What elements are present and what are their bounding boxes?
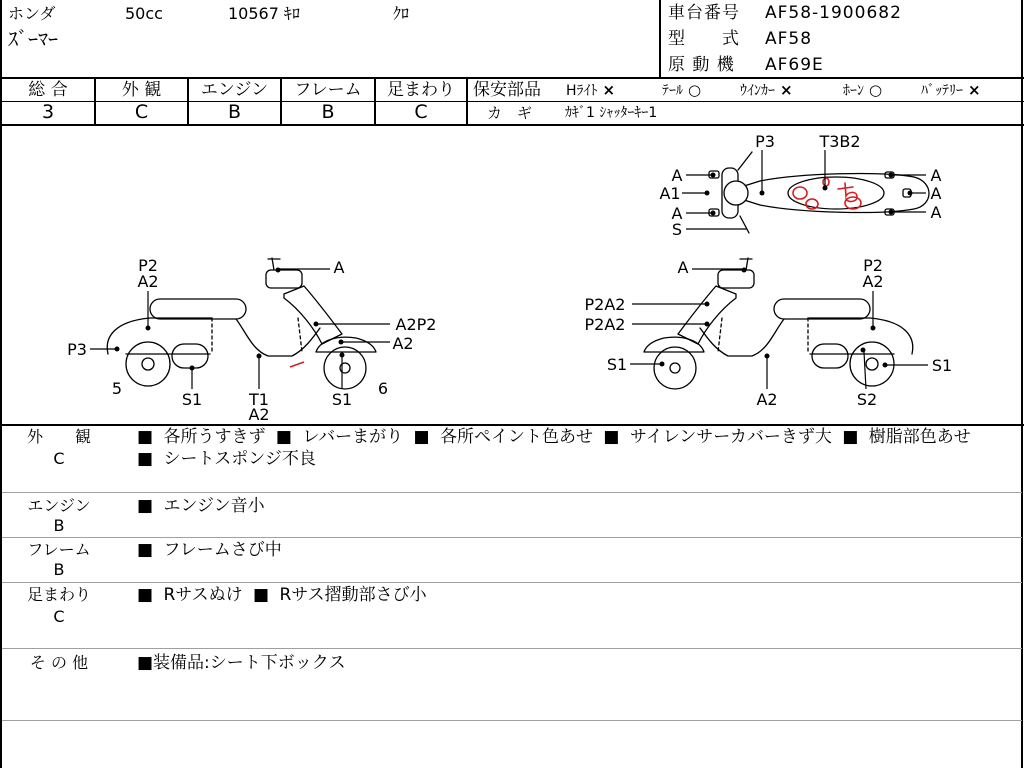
damage-code-label: T1 [249, 390, 269, 409]
damage-code-label: A2 [248, 405, 270, 424]
damage-code-label: A2 [862, 272, 884, 291]
safety-parts-label: 保安部品 [473, 80, 541, 100]
damage-code-label: A [671, 166, 683, 185]
damage-point-dot [883, 363, 888, 368]
damage-code-label: S1 [331, 390, 353, 409]
model-code-label: 型 式 [668, 29, 740, 49]
damage-point-dot [871, 326, 876, 331]
remark-engine-grade: B [53, 516, 65, 535]
safety-item-name: ｳｲﾝｶｰ [740, 83, 775, 99]
body-outline [744, 174, 929, 213]
remark-exterior-line: ■ 各所うすきず ■ レバーまがり ■ 各所ペイント色あせ ■ サイレンサーカバーきず大 ■ 樹脂部色あせ [137, 427, 971, 447]
remark-exterior-grade: C [53, 449, 65, 468]
leader-line [864, 352, 866, 389]
maker: ホンダ [8, 4, 56, 23]
damage-code-label: A1 [659, 184, 681, 203]
damage-code-label: S2 [856, 390, 878, 409]
damage-point-dot [765, 354, 770, 359]
damage-code-label: S1 [606, 355, 628, 374]
damage-point-dot [314, 322, 319, 327]
grade-suspension-label: 足まわり [387, 80, 455, 100]
remark-frame-label: フレーム [27, 540, 91, 559]
damage-code-label: P2A2 [584, 295, 626, 314]
grade-exterior-value: C [134, 101, 149, 123]
remark-suspension-grade: C [53, 607, 65, 626]
remark-suspension-line: ■ Rサスぬけ ■ Rサス摺動部さび小 [137, 585, 427, 605]
damage-code-label: A [930, 184, 942, 203]
damage-code-label: A [671, 204, 683, 223]
damage-point-dot [705, 191, 710, 196]
safety-item-name: Hﾗｲﾄ [566, 83, 598, 99]
safety-item-mark: ○ [869, 81, 883, 99]
grade-exterior-label: 外 観 [121, 80, 162, 100]
engine-code: AF69E [765, 55, 824, 75]
keys-label: カ ギ [487, 104, 533, 122]
damage-point-dot [190, 366, 195, 371]
damage-code-label: P2A2 [584, 315, 626, 334]
damage-point-dot [115, 347, 120, 352]
grade-suspension-value: C [414, 101, 428, 123]
remark-divider [2, 648, 1022, 649]
safety-item-taillight [662, 83, 701, 98]
damage-code-label: P3 [67, 340, 87, 359]
frame-number-label: 車台番号 [668, 3, 740, 23]
damage-diagram [0, 126, 1024, 424]
damage-point-dot [889, 210, 894, 215]
safety-item-horn [843, 83, 882, 98]
model-code: AF58 [765, 29, 813, 49]
scooter-top-view-drawing [709, 152, 929, 233]
remark-divider [2, 537, 1022, 538]
safety-item-name: ﾎｰﾝ [843, 83, 864, 99]
damage-code-label: A [930, 166, 942, 185]
safety-item-mark: ○ [688, 81, 702, 99]
damage-point-dot [705, 322, 710, 327]
displacement: 50cc [125, 4, 163, 23]
damage-point-dot [146, 326, 151, 331]
remark-exterior-label: 外 観 [26, 427, 91, 446]
safety-item-name: ﾃｰﾙ [662, 83, 683, 99]
remark-other-label: そ の 他 [29, 653, 89, 672]
grade-engine-label: エンジン [200, 80, 269, 100]
damage-point-dot [760, 191, 765, 196]
safety-item-mark: × [602, 81, 616, 99]
damage-code-label: S1 [931, 356, 953, 375]
keys-value: ｶｷﾞ1 ｼｬｯﾀｰｷｰ1 [565, 105, 658, 121]
mileage: 10567 ｷﾛ [228, 4, 300, 23]
damage-code-label: A [333, 258, 345, 277]
diagram-bottom-rule [0, 424, 1024, 426]
damage-point-dot [660, 362, 665, 367]
damage-point-dot [861, 348, 866, 353]
damage-point-dot [340, 353, 345, 358]
damage-code-label: S1 [181, 390, 203, 409]
damage-code-label: P3 [755, 132, 775, 151]
damage-point-dot [339, 340, 344, 345]
remark-frame-grade: B [53, 560, 65, 579]
remark-suspension-label: 足まわり [26, 585, 91, 604]
damage-code-label: T3B2 [819, 132, 861, 151]
red-damage-mark [290, 362, 304, 367]
top-view-callouts [659, 132, 941, 239]
model-name: ｽﾞｰﾏｰ [8, 27, 58, 51]
damage-code-label: A2 [756, 390, 778, 409]
damage-code-label: A [930, 203, 942, 222]
right-view-callouts [585, 256, 953, 409]
remark-frame-line: ■ フレームさび中 [137, 540, 282, 560]
damage-point-dot [742, 268, 747, 273]
grade-total-label: 総 合 [28, 80, 68, 100]
damage-point-dot [889, 173, 894, 178]
color: ｸﾛ [393, 4, 410, 23]
damage-code-label: A2 [392, 334, 414, 353]
grade-row-divider [0, 101, 1024, 102]
damage-code-label: P2 [863, 256, 883, 275]
headlight [724, 181, 748, 205]
damage-code-label: S [671, 220, 683, 239]
safety-item-mark: × [968, 81, 981, 99]
damage-point-dot [711, 173, 716, 178]
damage-code-label: 6 [377, 379, 389, 398]
damage-code-label: A2 [137, 272, 159, 291]
grade-total-value: 3 [41, 101, 55, 123]
damage-code-label: P2 [138, 256, 158, 275]
damage-point-dot [257, 354, 262, 359]
grade-frame-label: フレーム [294, 80, 362, 100]
remark-divider [2, 492, 1022, 493]
remark-divider [2, 720, 1022, 721]
safety-item-battery [921, 83, 981, 98]
remark-exterior-line: ■ シートスポンジ不良 [137, 449, 316, 469]
safety-item-name: ﾊﾞｯﾃﾘｰ [921, 83, 963, 99]
damage-point-dot [705, 302, 710, 307]
remark-engine-line: ■ エンジン音小 [137, 496, 265, 516]
seat-outline [788, 177, 884, 209]
damage-point-dot [711, 211, 716, 216]
safety-item-winker [740, 83, 793, 98]
left-view-callouts [67, 256, 436, 424]
damage-point-dot [276, 268, 281, 273]
damage-code-label: A2P2 [395, 315, 437, 334]
damage-point-dot [908, 191, 913, 196]
damage-point-dot [823, 186, 828, 191]
frame-number: AF58-1900682 [765, 3, 902, 23]
grade-frame-value: B [321, 101, 335, 123]
damage-code-label: 5 [111, 379, 123, 398]
engine-code-label: 原 動 機 [668, 55, 735, 75]
remark-other-line: ■装備品:シート下ボックス [137, 653, 346, 673]
safety-item-mark: × [780, 81, 793, 99]
safety-item-headlight [566, 83, 615, 98]
grade-engine-value: B [227, 101, 242, 123]
remark-divider [2, 582, 1022, 583]
header-divider [659, 0, 661, 78]
damage-code-label: A [677, 258, 689, 277]
remark-engine-label: エンジン [27, 496, 91, 515]
header-bottom-rule [0, 77, 1024, 79]
